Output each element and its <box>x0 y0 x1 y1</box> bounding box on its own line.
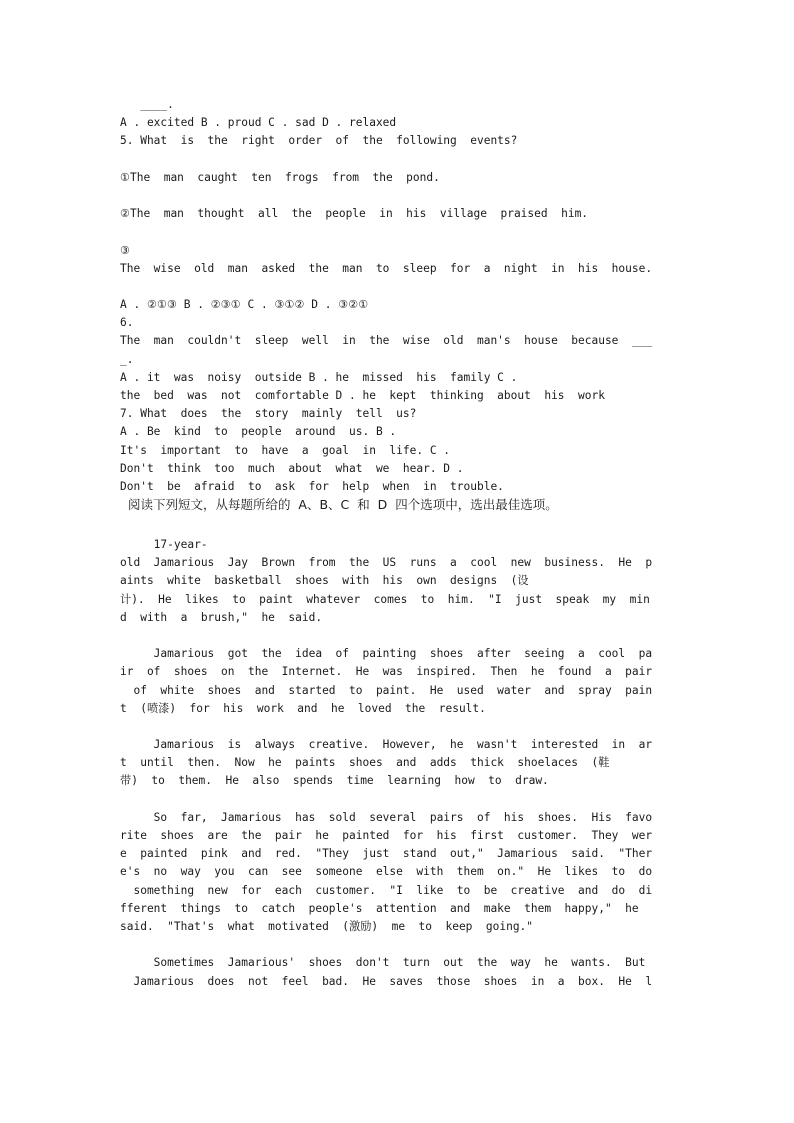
q7-options-line-4: Don't be afraid to ask for help when in trouble. <box>120 479 504 493</box>
passage-line: fferent things to catch people's attention and make them happy," he <box>120 901 639 915</box>
q5-event-1: ①The man caught ten frogs from the pond. <box>120 170 440 184</box>
q4-answer-blank: ____. <box>120 98 174 111</box>
passage-line: 带) to them. He also spends time learning how to draw. <box>120 774 549 788</box>
q6-stem-line-2: _. <box>120 352 134 366</box>
passage-paragraph-5 <box>120 954 675 990</box>
passage-line: old Jamarious Jay Brown from the US runs a cool new business. He p <box>120 556 653 570</box>
q5-options: A . ②①③ B . ②③① C . ③①② D . ③②① <box>120 298 369 312</box>
passage-line: e painted pink and red. "They just stand out," Jamarious said. "Ther <box>120 847 653 861</box>
passage-line: something new for each customer. "I like to be creative and do di <box>120 883 653 897</box>
passage-paragraph-4 <box>120 809 675 936</box>
q7-stem: 7. What does the story mainly tell us? <box>120 407 417 421</box>
passage-line: aints white basketball shoes with his own designs (设 <box>120 574 529 588</box>
passage-line: So far, Jamarious has sold several pairs of his shoes. His favo <box>120 810 653 824</box>
q5-event-3: The wise old man asked the man to sleep for a night in his house. <box>120 261 653 275</box>
q4-options: A . excited B . proud C . sad D . relaxed <box>120 116 397 130</box>
passage-line: said. "That's what motivated (激励) me to keep going." <box>120 919 534 933</box>
passage-line: of white shoes and started to paint. He used water and spray pain <box>120 683 653 697</box>
passage-line: 计). He likes to paint whatever comes to him. "I just speak my min <box>120 592 650 606</box>
passage-line: ir of shoes on the Internet. He was inspired. Then he found a pair <box>120 665 653 679</box>
passage-line: 17-year- <box>120 538 208 551</box>
passage-line: Jamarious is always creative. However, he wasn't interested in ar <box>120 738 653 752</box>
passage-line: t (喷漆) for his work and he loved the result. <box>120 701 486 715</box>
reading-passage <box>120 536 675 991</box>
q5-stem: 5. What is the right order of the following events? <box>120 134 518 148</box>
passage-line: d with a brush," he said. <box>120 610 323 624</box>
q6-stem-line-1: The man couldn't sleep well in the wise old man's house because ___ <box>120 334 653 348</box>
question-block <box>120 96 675 514</box>
q6-options-line-2: the bed was not comfortable D . he kept thinking about his work <box>120 389 605 402</box>
passage-line: Jamarious does not feel bad. He saves those shoes in a box. He l <box>120 974 653 988</box>
passage-paragraph-3 <box>120 736 675 791</box>
q6-number: 6. <box>120 316 134 330</box>
q7-options-line-2: It's important to have a goal in life. C . <box>120 443 451 457</box>
passage-line: e's no way you can see someone else with them on." He likes to do <box>120 865 653 879</box>
q7-options-line-3: Don't think too much about what we hear. D . <box>120 461 464 475</box>
q6-options-line-1: A . it was noisy outside B . he missed his family C . <box>120 370 518 384</box>
passage-line: rite shoes are the pair he painted for his first customer. They wer <box>120 829 653 842</box>
passage-paragraph-2 <box>120 645 675 718</box>
q7-options-line-1: A . Be kind to people around us. B . <box>120 425 397 439</box>
q5-event-3-marker: ③ <box>120 243 131 257</box>
q5-event-2: ②The man thought all the people in his village praised him. <box>120 207 589 221</box>
passage-line: Jamarious got the idea of painting shoes after seeing a cool pa <box>120 647 653 661</box>
passage-paragraph-1 <box>120 536 675 627</box>
passage-line: t until then. Now he paints shoes and adds thick shoelaces (鞋 <box>120 756 610 770</box>
passage-line: Sometimes Jamarious' shoes don't turn out the way he wants. But <box>120 956 646 970</box>
section-instruction: 阅读下列短文，从每题所给的 A、B、C 和 D 四个选项中，选出最佳选项。 <box>120 497 558 513</box>
